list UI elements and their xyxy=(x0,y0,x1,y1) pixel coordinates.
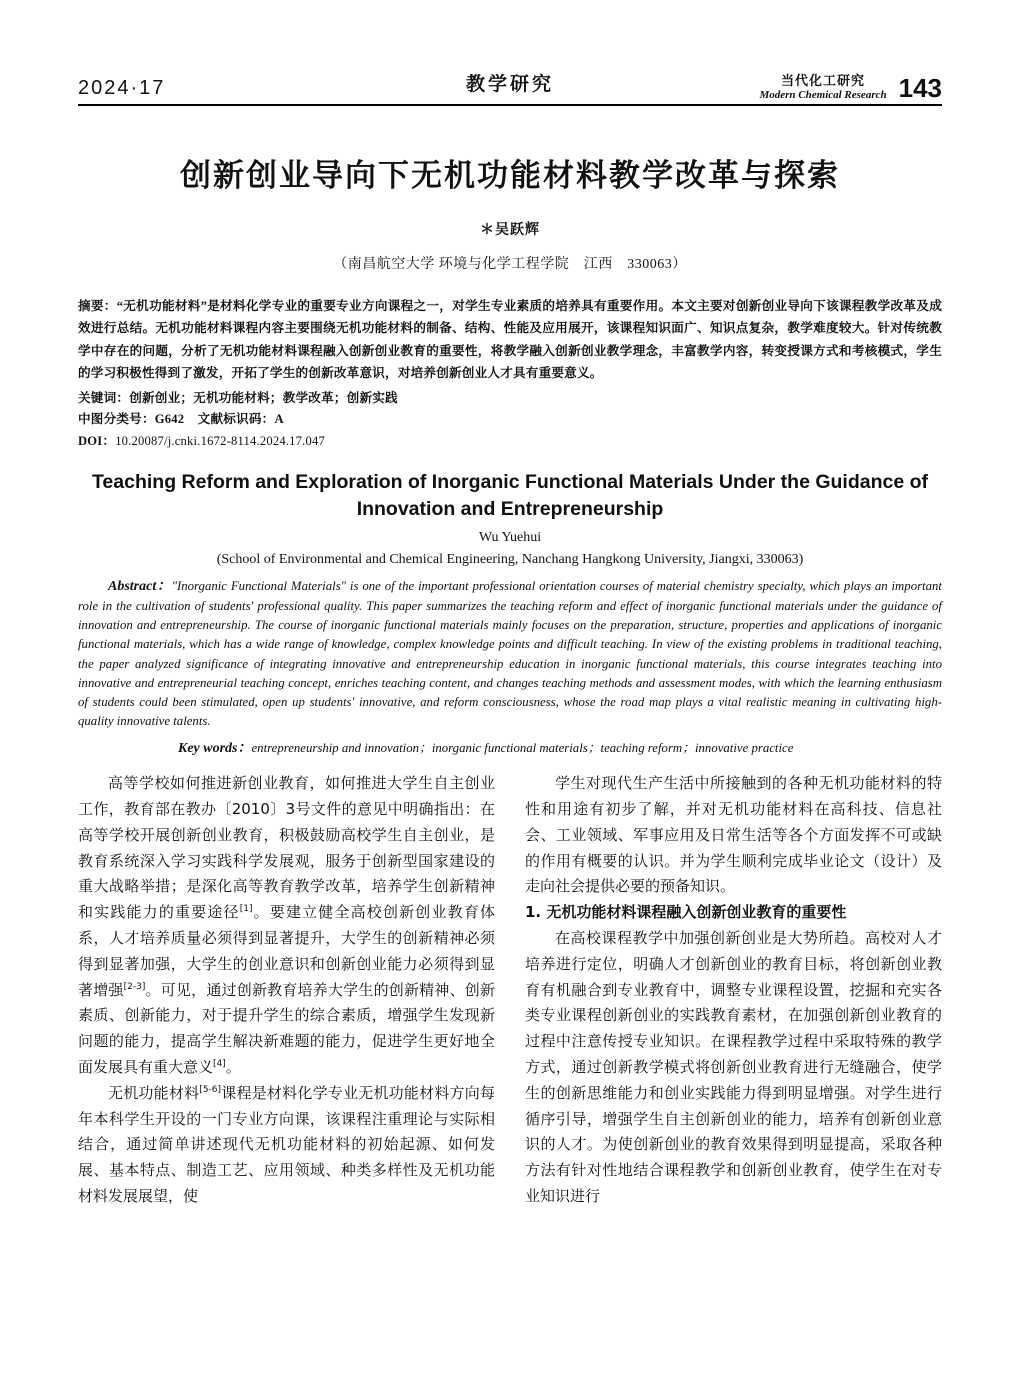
keywords-cn xyxy=(78,388,942,410)
abstract-en xyxy=(78,576,942,731)
column-left xyxy=(78,771,495,1210)
paragraph: 在高校课程教学中加强创新创业是大势所趋。高校对人才培养进行定位，明确人才创新创业的教育目标，将创新创业教育有机融合到专业教育中，调整专业课程设置，挖掘和充实各类专业课程创新创业的实践教育素材，在加强创新创业教育的过程中注意传授专业知识。在课程教学过程中采取特殊的教学方式，通过创新教学模式将创新创业教育进行无缝融合，使学生的创新思维能力和创业实践能力得到明显增强。对学生进行循序引导，增强学生自主创新创业的能力，培养有创新创业意识的人才。为使创新创业的教育效果得到明显提高，采取各种方法有针对性地结合课程教学和创新创业教育，使学生在对专业知识进行 xyxy=(525,929,942,1206)
doc-type-label: 文献标识码： xyxy=(197,412,275,427)
keywords-cn-text: 创新创业；无机功能材料；教学改革；创新实践 xyxy=(129,390,398,405)
journal-title-cn: 当代化工研究 xyxy=(781,73,866,89)
abstract-cn-label: 摘要： xyxy=(78,299,117,313)
paragraph: 无机功能材料[5-6]课程是材料化学专业无机功能材料方向每年本科学生开设的一门专业方向课，该课程注重理论与实际相结合，通过简单讲述现代无机功能材料的初始起源、如何发展、基本特点、制造工艺、应用领域、种类多样性及无机功能材料发展展望，使 xyxy=(78,1083,495,1206)
keywords-en-label: Key words： xyxy=(178,741,252,757)
doi-line xyxy=(78,431,942,453)
clc-line xyxy=(78,409,942,431)
paragraph: 高等学校如何推进新创业教育，如何推进大学生自主创业工作，教育部在教办〔2010〕3号文件的意见中明确指出：在高等学校开展创新创业教育，积极鼓励高校学生自主创业，是教育系统深入学习实践科学发展观，服务于创新型国家建设的重大战略举措；是深化高等教育教学改革，培养学生创新精神和实践能力的重要途径[1]。要建立健全高校创新创业教育体系，人才培养质量必须得到显著提升，大学生的创新精神必须得到显著加强，大学生的创业意识和创新创业能力必须得到显著增强[2-3]。可见，通过创新教育培养大学生的创新精神、创新素质、创新能力，对于提升学生的综合素质，增强学生发现新问题的能力，提高学生解决新难题的能力，促进学生更好地全面发展具有重大意义[4]。 xyxy=(78,774,495,1077)
journal-title-en: Modern Chemical Research xyxy=(759,89,887,102)
abstract-en-label: Abstract： xyxy=(108,578,172,594)
doi-value: 10.20087/j.cnki.1672-8114.2024.17.047 xyxy=(115,433,326,448)
keywords-cn-label: 关键词： xyxy=(78,390,130,405)
column-right xyxy=(525,771,942,1210)
section-heading: 1. 无机功能材料课程融入创新创业教育的重要性 xyxy=(525,903,847,922)
running-head xyxy=(78,60,942,106)
abstract-cn xyxy=(78,295,942,385)
section-label: 教学研究 xyxy=(465,74,554,95)
keywords-en xyxy=(78,737,942,757)
author-en: Wu Yuehui xyxy=(478,529,542,545)
page-title-en: Teaching Reform and Exploration of Inorganic Functional Materials Under the Guidance of Innovation and Entrepreneurship xyxy=(91,470,929,521)
issue-label: 2024·17 xyxy=(78,77,166,99)
keywords-en-text: entrepreneurship and innovation；inorganic functional materials；teaching reform；innovative practice xyxy=(251,741,794,756)
author-cn: ＊吴跃辉 xyxy=(480,223,540,238)
clc-value: G642 xyxy=(154,412,185,427)
page-title-cn: 创新创业导向下无机功能材料教学改革与探索 xyxy=(180,158,840,194)
abstract-en-text: "Inorganic Functional Materials" is one of the important professional orientation courses of material chemistry specialty, which plays an important role in the cultivation of students' professional quality. This paper summarizes the teaching reform and effect of inorganic functional materials under the guidance of innovation and entrepreneurship. The course of inorganic functional materials mainly focuses on the preparation, structure, properties and applications of inorganic functional materials, which has a wide range of knowledge, complex knowledge points and difficult teaching. In view of the existing problems in traditional teaching, the paper analyzed significance of integrating innovative and entrepreneurship education in inorganic functional materials, this course integrates teaching into innovative and entrepreneurial teaching concept, enriches teaching content, and changes teaching methods and assessment modes, with which the learning enthusiasm of students could been stimulated, open up students' innovative, and reform consciousness, whose the road map plays a vital realistic meaning in cultivating high-quality innovative talents. xyxy=(78,578,942,729)
doi-label: DOI： xyxy=(78,433,116,448)
body-columns xyxy=(78,771,942,1210)
doc-type-value: A xyxy=(274,412,284,427)
paragraph: 学生对现代生产生活中所接触到的各种无机功能材料的特性和用途有初步了解，并对无机功能材料在高科技、信息社会、工业领域、军事应用及日常生活等各个方面发挥不可或缺的作用有概要的认识。并为学生顺利完成毕业论文（设计）及走向社会提供必要的预备知识。 xyxy=(525,774,942,896)
clc-label: 中图分类号： xyxy=(78,412,155,427)
affiliation-cn: （南昌航空大学 环境与化学工程学院 江西 330063） xyxy=(333,257,687,272)
affiliation-en: (School of Environmental and Chemical Engineering, Nanchang Hangkong University, Jiangxi, 330063) xyxy=(216,551,804,567)
abstract-cn-text: “无机功能材料”是材料化学专业的重要专业方向课程之一，对学生专业素质的培养具有重要作用。本文主要对创新创业导向下该课程教学改革及成效进行总结。无机功能材料课程内容主要围绕无机功能材料的制备、结构、性能及应用展开，该课程知识面广、知识点复杂，教学难度较大。针对传统教学中存在的问题，分析了无机功能材料课程融入创新创业教育的重要性，将教学融入创新创业教学理念，丰富教学内容，转变授课方式和考核模式，学生的学习积极性得到了激发，开拓了学生的创新改革意识，对培养创新创业人才具有重要意义。 xyxy=(78,299,943,381)
page-number: 143 xyxy=(898,73,942,103)
